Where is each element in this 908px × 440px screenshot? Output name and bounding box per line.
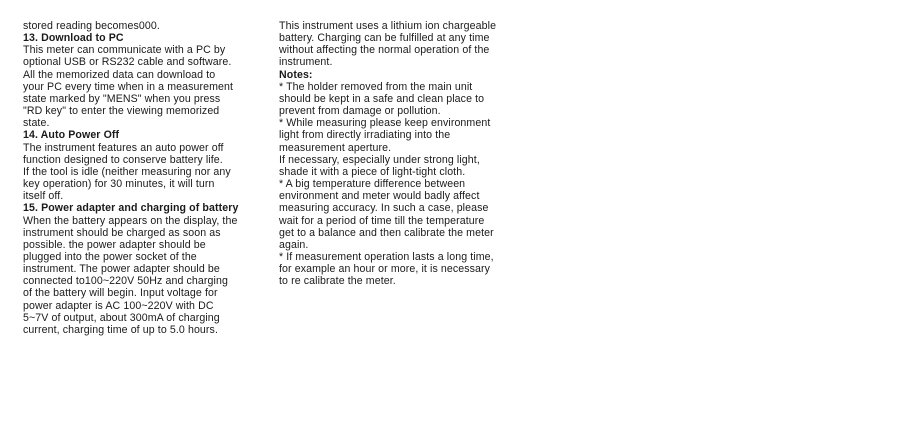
right-text-line: environment and meter would badly affect xyxy=(279,190,480,203)
left-text-line: power adapter is AC 100~220V with DC xyxy=(23,299,214,312)
left-text-line: If the tool is idle (neither measuring nor any xyxy=(23,165,231,178)
left-section-heading: 14. Auto Power Off xyxy=(23,129,120,142)
right-text-line: without affecting the normal operation of the xyxy=(279,44,490,57)
left-text-line: function designed to conserve battery life. xyxy=(23,153,223,166)
left-text-line: All the memorized data can download to xyxy=(23,68,216,81)
left-text-line: state. xyxy=(23,117,50,130)
right-text-column xyxy=(279,20,529,287)
right-text-line: for example an hour or more, it is necessary xyxy=(279,263,491,276)
left-text-line: This meter can communicate with a PC by xyxy=(23,44,226,57)
right-text-line: get to a balance and then calibrate the meter xyxy=(279,226,494,239)
right-text-line: light from directly irradiating into the xyxy=(279,129,451,142)
right-text-line: instrument. xyxy=(279,56,333,69)
right-text-line: This instrument uses a lithium ion chargeable xyxy=(279,20,497,32)
right-text-line: to re calibrate the meter. xyxy=(279,275,396,288)
right-text-line: If necessary, especially under strong light, xyxy=(279,153,480,166)
left-text-line: possible. the power adapter should be xyxy=(23,238,206,251)
left-text-line: current, charging time of up to 5.0 hours. xyxy=(23,323,218,336)
right-text-line: wait for a period of time till the temperature xyxy=(279,214,485,227)
left-text-line: 5~7V of output, about 300mA of charging xyxy=(23,311,220,324)
left-text-line: The instrument features an auto power off xyxy=(23,141,224,154)
right-text-line: * While measuring please keep environment xyxy=(279,117,491,130)
right-section-heading: Notes: xyxy=(279,68,313,81)
right-text-line: prevent from damage or pollution. xyxy=(279,105,441,118)
right-text-line: * If measurement operation lasts a long time, xyxy=(279,250,494,263)
left-text-line: itself off. xyxy=(23,190,64,203)
right-text-line: shade it with a piece of light-tight cloth. xyxy=(279,165,466,178)
left-section-heading: 13. Download to PC xyxy=(23,32,124,45)
left-text-line: state marked by "MENS" when you press xyxy=(23,92,221,105)
right-text-line: should be kept in a safe and clean place to xyxy=(279,92,485,105)
left-section-heading: 15. Power adapter and charging of battery xyxy=(23,202,239,215)
left-text-line: optional USB or RS232 cable and software. xyxy=(23,56,232,69)
right-text-line: measurement aperture. xyxy=(279,141,392,154)
left-text-line: plugged into the power socket of the xyxy=(23,250,197,263)
right-text-line: * A big temperature difference between xyxy=(279,178,466,191)
right-text-line: * The holder removed from the main unit xyxy=(279,80,473,93)
right-text-line: battery. Charging can be fulfilled at any time xyxy=(279,32,490,45)
left-text-line: of the battery will begin. Input voltage for xyxy=(23,287,218,300)
left-text-line: stored reading becomes000. xyxy=(23,20,160,32)
left-text-line: your PC every time when in a measurement xyxy=(23,80,234,93)
left-text-line: instrument. The power adapter should be xyxy=(23,263,220,276)
left-text-line: connected to100~220V 50Hz and charging xyxy=(23,275,228,288)
left-text-line: instrument should be charged as soon as xyxy=(23,226,221,239)
right-text-line: again. xyxy=(279,238,309,251)
right-text-line: measuring accuracy. In such a case, please xyxy=(279,202,489,215)
left-text-line: key operation) for 30 minutes, it will turn xyxy=(23,178,215,191)
left-text-line: "RD key" to enter the viewing memorized xyxy=(23,105,220,118)
left-text-line: When the battery appears on the display, the xyxy=(23,214,238,227)
left-text-column xyxy=(23,20,273,336)
